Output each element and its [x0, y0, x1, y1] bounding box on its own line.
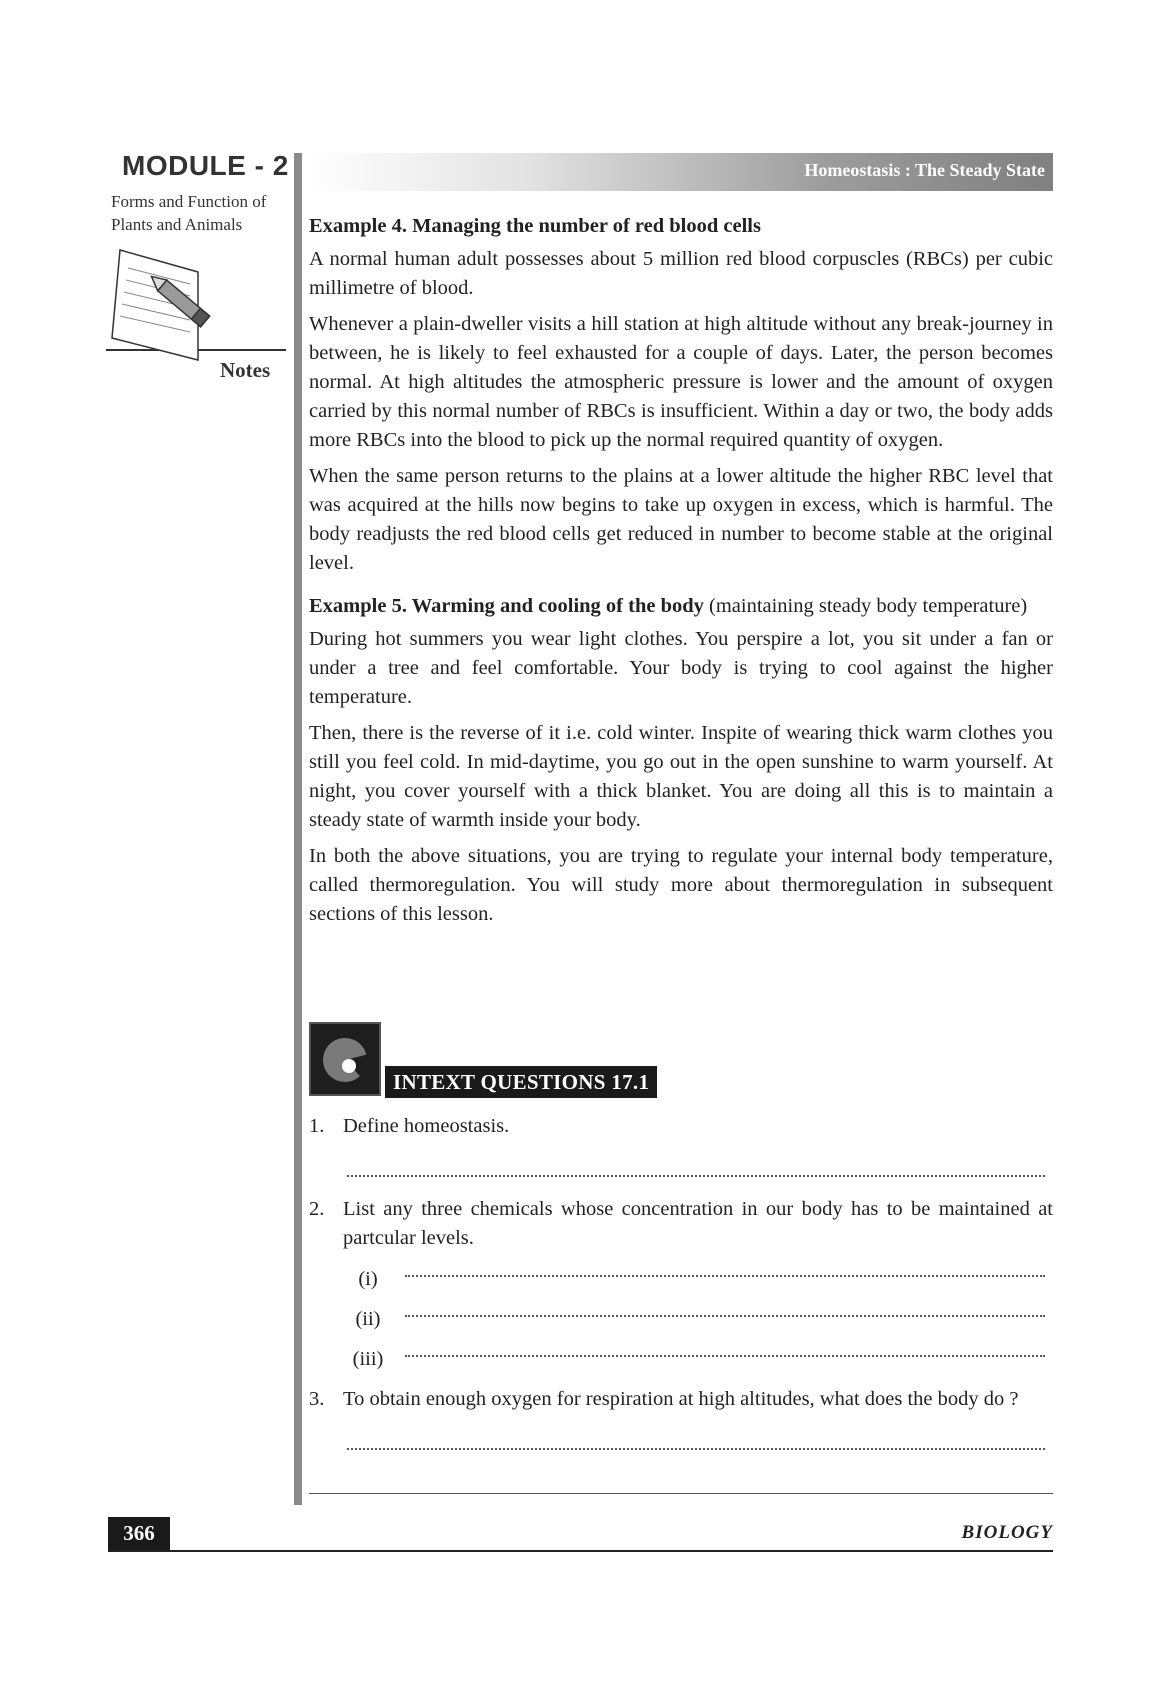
answer-line[interactable]: [405, 1355, 1045, 1357]
question-text: Define homeostasis.: [343, 1115, 510, 1137]
margin-bar: [294, 153, 302, 1505]
question-3: [309, 1385, 1053, 1414]
question-2: [309, 1195, 1053, 1253]
sub-label: (iii): [352, 1348, 384, 1370]
sub-answer-2: [309, 1299, 1053, 1339]
intext-questions-header: [309, 1022, 689, 1096]
answer-line[interactable]: [405, 1315, 1045, 1317]
paragraph: Whenever a plain-dweller visits a hill station at high altitude without any break-journey in between, he is likely to feel exhausted for a couple of days. Later, the person becomes normal. At high altitudes the atmospheric pressure is lower and the amount of oxygen carried by this normal number of RBCs is insufficient. Within a day or two, the body adds more RBCs into the blood to pick up the normal required quantity of oxygen.: [309, 313, 1053, 451]
notes-label: Notes: [220, 358, 271, 382]
example-5-heading-rest: (maintaining steady body temperature): [709, 595, 1028, 617]
question-number: 2.: [309, 1198, 325, 1220]
section-end-rule: [309, 1493, 1053, 1494]
notes-pencil-icon: [106, 242, 286, 362]
module-subtitle-line2: Plants and Animals: [111, 215, 243, 234]
module-subtitle-line1: Forms and Function of: [111, 192, 267, 211]
answer-line[interactable]: [347, 1428, 1045, 1450]
answer-line[interactable]: [405, 1275, 1045, 1277]
module-title: MODULE - 2: [122, 150, 289, 181]
header-title: Homeostasis : The Steady State: [804, 160, 1045, 180]
sub-label: (i): [358, 1268, 378, 1290]
question-number: 3.: [309, 1388, 325, 1410]
paragraph: When the same person returns to the plains at a lower altitude the higher RBC level that was acquired at the hills now begins to take up oxygen in excess, which is harmful. The body readjusts the red blood cells get reduced in number to become stable at the original level.: [309, 465, 1053, 574]
question-icon: [309, 1022, 381, 1096]
question-number: 1.: [309, 1115, 325, 1137]
paragraph: A normal human adult possesses about 5 million red blood corpuscles (RBCs) per cubic millimetre of blood.: [309, 248, 1053, 299]
page-number: 366: [108, 1517, 170, 1550]
paragraph: Then, there is the reverse of it i.e. cold winter. Inspite of wearing thick warm clothes you still you feel cold. In mid-daytime, you go out in the open sunshine to warm yourself. At night, you cover yourself with a thick blanket. You are doing all this is to maintain a steady state of warmth inside your body.: [309, 722, 1053, 831]
question-list: [309, 1112, 1053, 1468]
paragraph: In both the above situations, you are trying to regulate your internal body temperature, called thermoregulation. You will study more about thermoregulation in subsequent sections of this lesson.: [309, 845, 1053, 925]
question-text: List any three chemicals whose concentration in our body has to be maintained at partcular levels.: [343, 1198, 1053, 1249]
question-1: [309, 1112, 1053, 1141]
running-header: [306, 153, 1053, 191]
module-subtitle: [111, 190, 291, 236]
example-5-heading-bold: Example 5. Warming and cooling of the body: [309, 595, 704, 617]
question-text: To obtain enough oxygen for respiration at high altitudes, what does the body do ?: [343, 1388, 1019, 1410]
sub-label: (ii): [355, 1308, 381, 1330]
main-content: [309, 212, 1053, 936]
footer-rule: [108, 1550, 1053, 1552]
answer-line[interactable]: [347, 1155, 1045, 1177]
intext-questions-title: INTEXT QUESTIONS 17.1: [385, 1066, 657, 1098]
sub-answer-3: [309, 1339, 1053, 1379]
example-4-heading: Example 4. Managing the number of red blood cells: [309, 215, 761, 237]
sub-answer-1: [309, 1259, 1053, 1299]
footer-subject: BIOLOGY: [961, 1522, 1053, 1543]
paragraph: During hot summers you wear light clothes. You perspire a lot, you sit under a fan or under a tree and feel comfortable. Your body is trying to cool against the higher temperature.: [309, 628, 1053, 708]
example-5-heading: [309, 592, 1053, 621]
